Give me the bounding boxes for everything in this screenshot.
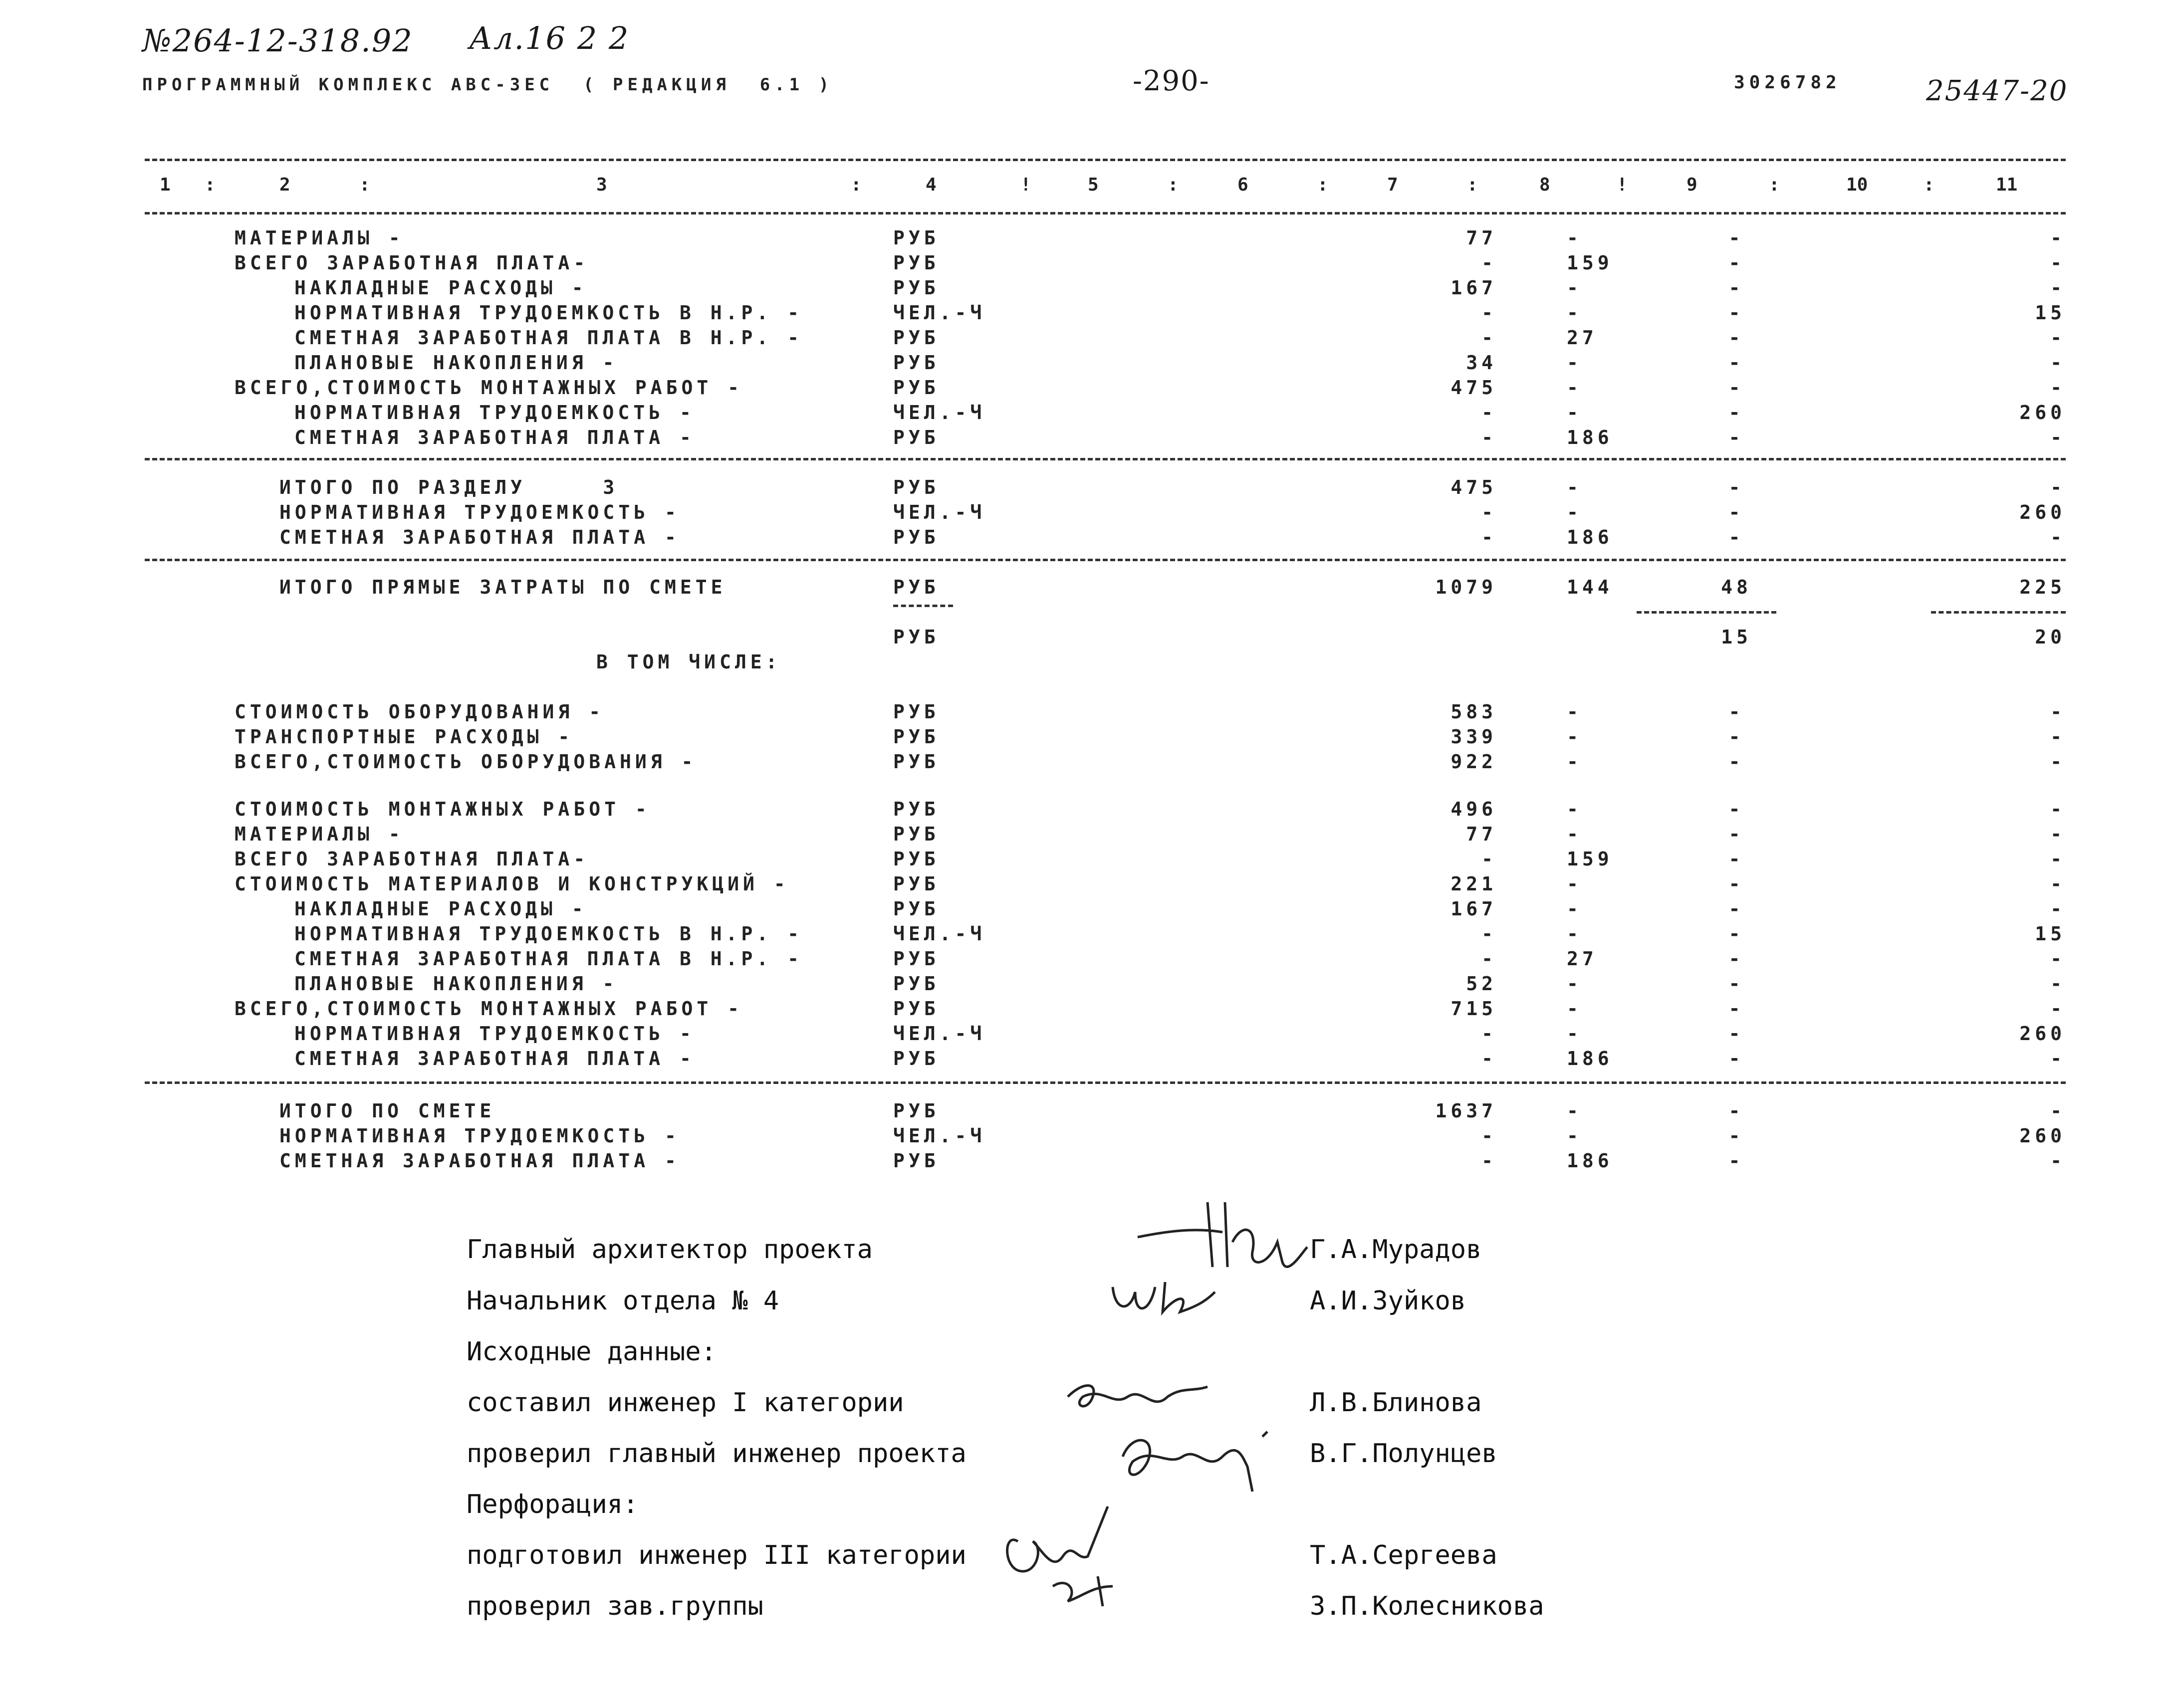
program-title: ПРОГРАММНЫЙ КОМПЛЕКС АВС-ЗЕС ( РЕДАКЦИЯ 6.1 ) [142, 75, 834, 95]
divider [145, 212, 2066, 214]
cell-col-9: - [1728, 227, 1744, 249]
cell-col-9: - [1728, 873, 1744, 895]
row-label: СМЕТНАЯ ЗАРАБОТНАЯ ПЛАТА В Н.Р. - [294, 948, 803, 970]
divider [145, 1081, 2066, 1084]
row-unit: РУБ [893, 277, 940, 299]
col-sep: : [1317, 175, 1328, 195]
cell-col-11: - [2050, 701, 2066, 723]
cell-col-11: - [2050, 227, 2066, 249]
table-row [0, 526, 2180, 551]
row-label: НОРМАТИВНАЯ ТРУДОЕМКОСТЬ - [294, 1023, 695, 1045]
sig-role: Исходные данные: [467, 1337, 717, 1367]
row-unit: ЧЕЛ.-Ч [893, 302, 986, 324]
cell-col-7: - [1481, 327, 1497, 349]
sig-role: проверил главный инженер проекта [467, 1439, 967, 1469]
sig-name: Л.В.Блинова [1310, 1388, 1482, 1418]
cell-col-8: 186 [1567, 427, 1613, 448]
row-unit: ЧЕЛ.-Ч [893, 923, 986, 945]
row-label: НАКЛАДНЫЕ РАСХОДЫ - [294, 898, 587, 920]
cell-col-9: - [1728, 1048, 1744, 1069]
row-label: СМЕТНАЯ ЗАРАБОТНАЯ ПЛАТА - [279, 526, 680, 548]
cell-col-11: - [2050, 751, 2066, 773]
table-row [0, 302, 2180, 327]
row-unit: РУБ [893, 798, 940, 820]
cell-col-8: 186 [1567, 1048, 1613, 1069]
cell-col-9: - [1728, 701, 1744, 723]
cell-col-8: 144 [1567, 576, 1613, 598]
table-row [0, 377, 2180, 402]
row-unit: РУБ [893, 227, 940, 249]
cell-col-11: - [2050, 352, 2066, 374]
row-unit: ЧЕЛ.-Ч [893, 501, 986, 523]
row-label: НАКЛАДНЫЕ РАСХОДЫ - [294, 277, 587, 299]
col-10: 10 [1846, 175, 1868, 195]
col-7: 7 [1387, 175, 1398, 195]
cell-col-8: - [1567, 352, 1582, 374]
cell-col-11: - [2050, 873, 2066, 895]
row-label: НОРМАТИВНАЯ ТРУДОЕМКОСТЬ - [279, 501, 680, 523]
cell-col-7: - [1481, 1023, 1497, 1045]
cell-col-8: - [1567, 751, 1582, 773]
table-row [0, 823, 2180, 848]
handwritten-code: №264-12-318.92 [142, 22, 413, 59]
row-label: СМЕТНАЯ ЗАРАБОТНАЯ ПЛАТА - [294, 1048, 695, 1069]
cell-col-7: 583 [1451, 701, 1497, 723]
col-1: 1 [160, 175, 171, 195]
row-unit: ЧЕЛ.-Ч [893, 1125, 986, 1147]
col-sep: : [359, 175, 370, 195]
cell-col-7: 1637 [1435, 1100, 1497, 1122]
cell-col-9: - [1728, 302, 1744, 324]
page-number: -290- [1133, 65, 1210, 97]
cell-col-7: - [1481, 1125, 1497, 1147]
divider [145, 159, 2066, 161]
cell-col-9: - [1728, 252, 1744, 274]
cell-col-8: - [1567, 873, 1582, 895]
cell-col-9: - [1728, 377, 1744, 399]
table-row [0, 252, 2180, 277]
cell-col-11: 260 [2019, 501, 2066, 523]
table-row [0, 701, 2180, 726]
col-sep: : [1467, 175, 1478, 195]
cell-col-9: - [1728, 848, 1744, 870]
cell-col-7: - [1481, 948, 1497, 970]
cell-col-9: 15 [1721, 626, 1752, 648]
row-unit: РУБ [893, 948, 940, 970]
cell-col-9: - [1728, 327, 1744, 349]
cell-col-8: - [1567, 898, 1582, 920]
row-label: ВСЕГО ЗАРАБОТНАЯ ПЛАТА- [235, 252, 589, 274]
row-label: ВСЕГО,СТОИМОСТЬ ОБОРУДОВАНИЯ - [235, 751, 697, 773]
table-row [0, 501, 2180, 526]
cell-col-11: 20 [2035, 626, 2066, 648]
cell-col-8: - [1567, 998, 1582, 1020]
cell-col-8: 186 [1567, 1150, 1613, 1172]
cell-col-7: - [1481, 501, 1497, 523]
signature-poluntsev [1113, 1422, 1277, 1496]
table-row [0, 1150, 2180, 1175]
cell-col-7: 496 [1451, 798, 1497, 820]
row-unit: РУБ [893, 1150, 940, 1172]
handwritten-ref: 25447-20 [1926, 75, 2068, 107]
row-label: МАТЕРИАЛЫ - [235, 823, 404, 845]
cell-col-7: 167 [1451, 277, 1497, 299]
cell-col-11: - [2050, 377, 2066, 399]
col-sep: : [1924, 175, 1935, 195]
table-row [0, 1100, 2180, 1125]
row-unit: РУБ [893, 726, 940, 748]
row-unit: РУБ [893, 823, 940, 845]
sig-name: В.Г.Полунцев [1310, 1439, 1497, 1469]
divider [145, 559, 2066, 561]
sig-name: Т.А.Сергеева [1310, 1540, 1497, 1570]
col-8: 8 [1539, 175, 1550, 195]
col-sep: : [1168, 175, 1179, 195]
col-sep: : [205, 175, 216, 195]
cell-col-9: - [1728, 948, 1744, 970]
cell-col-7: - [1481, 923, 1497, 945]
cell-col-8: - [1567, 402, 1582, 424]
cell-col-9: - [1728, 1100, 1744, 1122]
row-unit: РУБ [893, 377, 940, 399]
row-unit: РУБ [893, 973, 940, 995]
row-label: НОРМАТИВНАЯ ТРУДОЕМКОСТЬ В Н.Р. - [294, 923, 803, 945]
row-unit: РУБ [893, 848, 940, 870]
cell-col-8: - [1567, 1023, 1582, 1045]
row-unit: РУБ [893, 1100, 940, 1122]
table-row [0, 751, 2180, 776]
table-row [0, 352, 2180, 377]
cell-col-7: 715 [1451, 998, 1497, 1020]
sig-name: А.И.Зуйков [1310, 1286, 1466, 1316]
table-row [0, 1125, 2180, 1150]
cell-col-9: - [1728, 751, 1744, 773]
cell-col-9: - [1728, 1125, 1744, 1147]
row-label: НОРМАТИВНАЯ ТРУДОЕМКОСТЬ - [279, 1125, 680, 1147]
cell-col-11: 15 [2035, 923, 2066, 945]
row-label: СМЕТНАЯ ЗАРАБОТНАЯ ПЛАТА - [294, 427, 695, 448]
cell-col-9: - [1728, 798, 1744, 820]
table-row [0, 277, 2180, 302]
row-label: МАТЕРИАЛЫ - [235, 227, 404, 249]
divider [145, 458, 2066, 460]
cell-col-9: - [1728, 973, 1744, 995]
cell-col-7: 77 [1466, 227, 1497, 249]
col-sep: : [851, 175, 862, 195]
col-4: 4 [926, 175, 937, 195]
table-row [0, 873, 2180, 898]
table-row [0, 726, 2180, 751]
row-unit: РУБ [893, 427, 940, 448]
col-11: 11 [1996, 175, 2018, 195]
cell-col-11: - [2050, 327, 2066, 349]
cell-col-9: - [1728, 823, 1744, 845]
sig-role: проверил зав.группы [467, 1591, 763, 1621]
cell-col-9: - [1728, 998, 1744, 1020]
row-label: СТОИМОСТЬ МОНТАЖНЫХ РАБОТ - [235, 798, 651, 820]
cell-col-11: - [2050, 277, 2066, 299]
cell-col-8: 159 [1567, 252, 1613, 274]
divider [893, 605, 953, 607]
cell-col-8: - [1567, 823, 1582, 845]
cell-col-11: - [2050, 526, 2066, 548]
cell-col-11: 260 [2019, 1125, 2066, 1147]
row-label: ВСЕГО,СТОИМОСТЬ МОНТАЖНЫХ РАБОТ - [235, 377, 743, 399]
cell-col-9: - [1728, 526, 1744, 548]
col-sep: ! [1020, 175, 1031, 195]
signature-blinova [1063, 1377, 1212, 1422]
cell-col-7: 34 [1466, 352, 1497, 374]
cell-col-11: - [2050, 1048, 2066, 1069]
cell-col-8: - [1567, 798, 1582, 820]
cell-col-7: - [1481, 1048, 1497, 1069]
row-unit: РУБ [893, 352, 940, 374]
cell-col-11: 260 [2019, 402, 2066, 424]
cell-col-11: 260 [2019, 1023, 2066, 1045]
cell-col-11: - [2050, 1150, 2066, 1172]
row-label: ПЛАНОВЫЕ НАКОПЛЕНИЯ - [294, 973, 618, 995]
cell-col-11: 15 [2035, 302, 2066, 324]
table-row [0, 998, 2180, 1023]
cell-col-8: - [1567, 501, 1582, 523]
cell-col-11: - [2050, 252, 2066, 274]
cell-col-9: - [1728, 501, 1744, 523]
signature-zuikov [1105, 1272, 1220, 1327]
cell-col-7: 221 [1451, 873, 1497, 895]
table-row [0, 626, 2180, 651]
row-label: СТОИМОСТЬ МАТЕРИАЛОВ И КОНСТРУКЦИЙ - [235, 873, 789, 895]
sig-role: Главный архитектор проекта [467, 1235, 873, 1265]
cell-col-9: - [1728, 1023, 1744, 1045]
cell-col-11: - [2050, 998, 2066, 1020]
row-unit: ЧЕЛ.-Ч [893, 1023, 986, 1045]
row-unit: РУБ [893, 873, 940, 895]
table-row [0, 402, 2180, 427]
cell-col-8: - [1567, 923, 1582, 945]
sig-name: З.П.Колесникова [1310, 1591, 1544, 1621]
row-label: ВСЕГО,СТОИМОСТЬ МОНТАЖНЫХ РАБОТ - [235, 998, 743, 1020]
cell-col-11: - [2050, 823, 2066, 845]
cell-col-9: - [1728, 402, 1744, 424]
sig-name: Г.А.Мурадов [1310, 1235, 1482, 1265]
cell-col-11: - [2050, 476, 2066, 498]
cell-col-9: - [1728, 923, 1744, 945]
cell-col-9: - [1728, 898, 1744, 920]
cell-col-11: - [2050, 848, 2066, 870]
table-row [0, 1048, 2180, 1072]
cell-col-11: - [2050, 948, 2066, 970]
cell-col-9: - [1728, 476, 1744, 498]
row-unit: РУБ [893, 476, 940, 498]
cell-col-8: - [1567, 1125, 1582, 1147]
cell-col-7: 475 [1451, 476, 1497, 498]
cell-col-8: - [1567, 302, 1582, 324]
cell-col-7: - [1481, 402, 1497, 424]
cell-col-8: 159 [1567, 848, 1613, 870]
cell-col-9: 48 [1721, 576, 1752, 598]
cell-col-7: 167 [1451, 898, 1497, 920]
row-label: СТОИМОСТЬ ОБОРУДОВАНИЯ - [235, 701, 605, 723]
row-label: ТРАНСПОРТНЫЕ РАСХОДЫ - [235, 726, 574, 748]
cell-col-8: 186 [1567, 526, 1613, 548]
divider [1931, 611, 2066, 614]
cell-col-11: - [2050, 798, 2066, 820]
row-unit: РУБ [893, 252, 940, 274]
table-row [0, 1023, 2180, 1048]
cell-col-9: - [1728, 726, 1744, 748]
cell-col-8: 27 [1567, 948, 1598, 970]
row-label: ПЛАНОВЫЕ НАКОПЛЕНИЯ - [294, 352, 618, 374]
handwritten-album: Ал.16 2 2 [469, 20, 630, 56]
table-row [0, 798, 2180, 823]
col-9: 9 [1687, 175, 1697, 195]
row-label: НОРМАТИВНАЯ ТРУДОЕМКОСТЬ В Н.Р. - [294, 302, 803, 324]
cell-col-8: - [1567, 377, 1582, 399]
cell-col-7: 475 [1451, 377, 1497, 399]
row-unit: РУБ [893, 626, 940, 648]
sig-role: подготовил инженер III категории [467, 1540, 967, 1570]
sig-role: Перфорация: [467, 1490, 639, 1519]
col-5: 5 [1088, 175, 1099, 195]
table-row [0, 476, 2180, 501]
row-unit: ЧЕЛ.-Ч [893, 402, 986, 424]
row-label: СМЕТНАЯ ЗАРАБОТНАЯ ПЛАТА В Н.Р. - [294, 327, 803, 349]
cell-col-7: - [1481, 302, 1497, 324]
cell-col-7: 1079 [1435, 576, 1497, 598]
cell-col-7: - [1481, 526, 1497, 548]
row-unit: РУБ [893, 327, 940, 349]
cell-col-11: - [2050, 1100, 2066, 1122]
cell-col-7: - [1481, 1150, 1497, 1172]
cell-col-8: - [1567, 973, 1582, 995]
row-label: НОРМАТИВНАЯ ТРУДОЕМКОСТЬ - [294, 402, 695, 424]
table-row [0, 576, 2180, 601]
row-label: ИТОГО ПО РАЗДЕЛУ 3 [279, 476, 619, 498]
row-unit: РУБ [893, 898, 940, 920]
col-sep: : [1769, 175, 1780, 195]
cell-col-11: - [2050, 973, 2066, 995]
row-label: ИТОГО ПО СМЕТЕ [279, 1100, 495, 1122]
col-6: 6 [1237, 175, 1248, 195]
cell-col-11: - [2050, 726, 2066, 748]
table-row [0, 948, 2180, 973]
cell-col-7: - [1481, 427, 1497, 448]
col-3: 3 [596, 175, 607, 195]
cell-col-7: - [1481, 252, 1497, 274]
cell-col-8: - [1567, 227, 1582, 249]
cell-col-7: 77 [1466, 823, 1497, 845]
doc-number: 3026782 [1734, 72, 1841, 93]
row-unit: РУБ [893, 526, 940, 548]
cell-col-8: - [1567, 701, 1582, 723]
row-label: СМЕТНАЯ ЗАРАБОТНАЯ ПЛАТА - [279, 1150, 680, 1172]
row-unit: РУБ [893, 751, 940, 773]
sig-role: составил инженер I категории [467, 1388, 904, 1418]
cell-col-9: - [1728, 427, 1744, 448]
row-unit: РУБ [893, 576, 940, 598]
cell-col-7: 52 [1466, 973, 1497, 995]
cell-col-9: - [1728, 1150, 1744, 1172]
cell-col-8: - [1567, 476, 1582, 498]
row-unit: РУБ [893, 998, 940, 1020]
col-2: 2 [279, 175, 290, 195]
row-label: ИТОГО ПРЯМЫЕ ЗАТРАТЫ ПО СМЕТЕ [279, 576, 727, 598]
column-header [0, 175, 2180, 200]
cell-col-8: - [1567, 726, 1582, 748]
cell-col-7: 922 [1451, 751, 1497, 773]
divider [1637, 611, 1776, 614]
table-row [0, 898, 2180, 923]
cell-col-7: - [1481, 848, 1497, 870]
sig-role: Начальник отдела № 4 [467, 1286, 779, 1316]
including-label: В ТОМ ЧИСЛЕ: [596, 651, 781, 673]
cell-col-8: - [1567, 277, 1582, 299]
signature-sergeeva [998, 1501, 1148, 1611]
table-row [0, 973, 2180, 998]
cell-col-11: - [2050, 898, 2066, 920]
cell-col-9: - [1728, 277, 1744, 299]
cell-col-7: 339 [1451, 726, 1497, 748]
cell-col-8: - [1567, 1100, 1582, 1122]
table-row [0, 327, 2180, 352]
row-unit: РУБ [893, 1048, 940, 1069]
cell-col-8: 27 [1567, 327, 1598, 349]
row-label: ВСЕГО ЗАРАБОТНАЯ ПЛАТА- [235, 848, 589, 870]
table-row [0, 848, 2180, 873]
table-row [0, 923, 2180, 948]
cell-col-11: 225 [2019, 576, 2066, 598]
col-sep: ! [1617, 175, 1628, 195]
cell-col-9: - [1728, 352, 1744, 374]
cell-col-11: - [2050, 427, 2066, 448]
table-row [0, 227, 2180, 252]
row-unit: РУБ [893, 701, 940, 723]
table-row [0, 427, 2180, 451]
